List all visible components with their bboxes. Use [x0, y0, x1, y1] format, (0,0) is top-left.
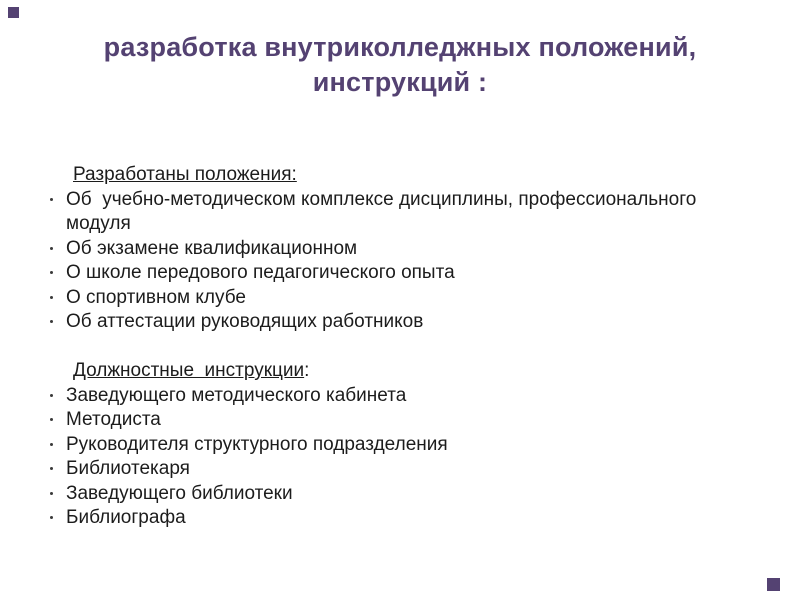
- bullet-dot-icon: [50, 443, 53, 446]
- list-item: [47, 506, 775, 531]
- bullet-dot-icon: [50, 271, 53, 274]
- list-item: [47, 237, 775, 262]
- list-item: [47, 261, 775, 286]
- bullet-dot-icon: [50, 247, 53, 250]
- bullet-dot-icon: [50, 492, 53, 495]
- blank-line: [47, 335, 775, 360]
- list-item-text: О школе передового педагогического опыта: [66, 262, 455, 283]
- list-item-text: О спортивном клубе: [66, 286, 246, 308]
- section-instrukcii: [47, 359, 775, 531]
- section-heading-text: Должностные инструкции: [73, 360, 305, 381]
- list-item: [47, 310, 775, 335]
- list-item: [47, 384, 775, 409]
- slide-title-line2: инструкций :: [312, 67, 488, 97]
- bullet-dot-icon: [50, 467, 53, 470]
- list-item: [47, 457, 775, 482]
- list-item: [47, 188, 775, 237]
- section-heading: [73, 359, 775, 384]
- list-item-text: Об аттестации руководящих работников: [66, 311, 424, 332]
- list-item-text: Библиотекаря: [66, 458, 190, 479]
- decor-square-top-left: [8, 7, 19, 18]
- slide-body: [47, 163, 775, 531]
- bullet-dot-icon: [50, 198, 53, 201]
- bullet-dot-icon: [50, 418, 53, 421]
- section-heading: [73, 163, 775, 188]
- list-item-text: Руководителя структурного подразделения: [66, 433, 448, 455]
- section-heading-text: Разработаны положения:: [73, 164, 297, 185]
- bullet-dot-icon: [50, 320, 53, 323]
- list-item: [47, 286, 775, 311]
- list-item-text: Библиографа: [66, 507, 186, 528]
- list-item: [47, 433, 775, 458]
- section-heading-suffix: :: [304, 360, 310, 381]
- list-item-text: Об экзамене квалификационном: [66, 237, 358, 259]
- list-item-text: Методиста: [66, 409, 161, 430]
- bullet-dot-icon: [50, 516, 53, 519]
- decor-square-bottom-right: [767, 578, 780, 591]
- list-item-text: Заведующего методического кабинета: [66, 384, 407, 406]
- list-item: [47, 482, 775, 507]
- list-item: [47, 408, 775, 433]
- slide-title: [20, 30, 780, 100]
- bullet-dot-icon: [50, 394, 53, 397]
- bullet-list: [47, 188, 775, 335]
- list-item-text: Об учебно-методическом комплексе дисциплины, профессионального модуля: [66, 188, 702, 234]
- bullet-list: [47, 384, 775, 531]
- bullet-dot-icon: [50, 296, 53, 299]
- list-item-text: Заведующего библиотеки: [66, 482, 293, 504]
- section-polozheniya: [47, 163, 775, 335]
- slide-title-line1: разработка внутриколледжных положений,: [103, 32, 697, 62]
